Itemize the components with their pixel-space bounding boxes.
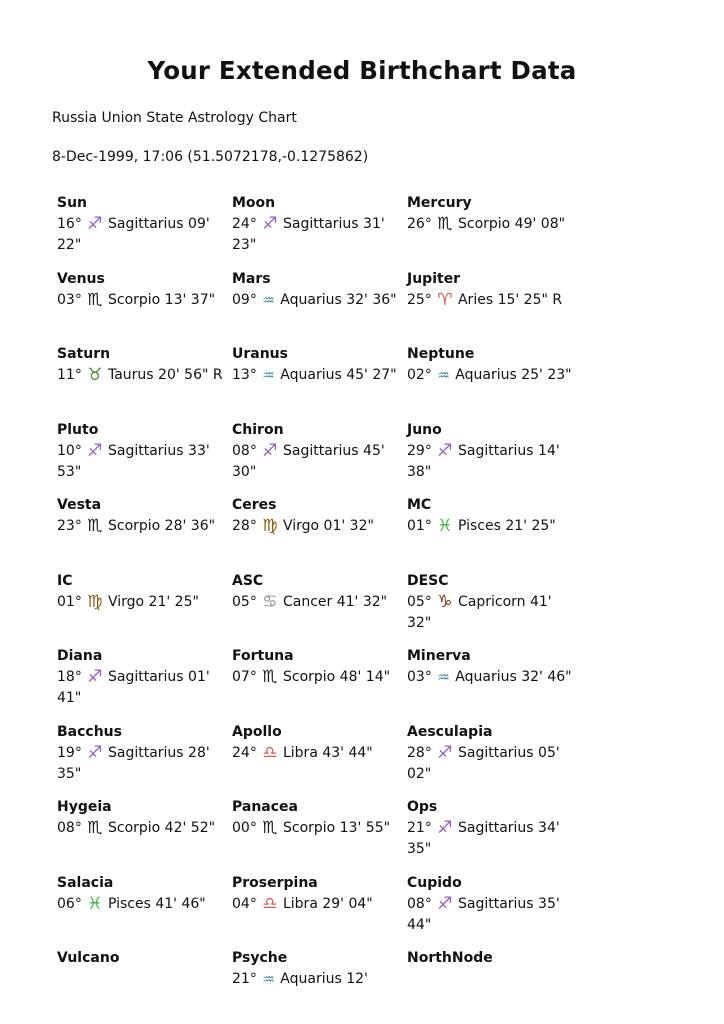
planet-entry: [57, 495, 232, 571]
capricorn-icon: ♑: [437, 591, 453, 612]
libra-icon: ♎: [262, 742, 278, 763]
planet-degree: 26°: [407, 216, 432, 232]
planet-grid: [57, 193, 697, 1024]
planet-entry: [57, 646, 232, 722]
planet-sign-detail: Scorpio 28' 36": [107, 518, 216, 534]
planet-degree: 21°: [407, 820, 432, 836]
planet-degree: 08°: [232, 442, 257, 459]
planet-entry: [407, 722, 582, 798]
planet-position: [57, 214, 226, 256]
planet-position: [232, 516, 401, 537]
planet-name: ASC: [232, 572, 264, 589]
planet-sign-detail: Cancer 41' 32": [282, 593, 388, 610]
planet-degree: 03°: [407, 669, 432, 685]
planet-degree: 18°: [57, 669, 82, 685]
planet-entry: [232, 797, 407, 873]
planet-position: [232, 441, 401, 483]
planet-name: Panacea: [232, 799, 298, 815]
planet-name: Vulcano: [57, 950, 120, 966]
chart-subtitle: Russia Union State Astrology Chart: [52, 110, 297, 126]
planet-name: IC: [57, 572, 73, 589]
planet-sign-detail: Aquarius 25' 23": [455, 367, 572, 383]
planet-sign-detail: Scorpio 42' 52": [107, 820, 216, 836]
planet-degree: 04°: [232, 895, 257, 912]
scorpio-icon: ♏: [87, 516, 103, 536]
planet-degree: 05°: [232, 593, 257, 610]
planet-position: [57, 516, 226, 537]
pisces-icon: ♓: [87, 893, 103, 914]
planet-entry: [407, 646, 582, 722]
planet-position: [57, 667, 226, 709]
scorpio-icon: ♏: [262, 818, 278, 838]
planet-name: Juno: [407, 421, 442, 438]
planet-position: [407, 516, 576, 537]
planet-degree: 03°: [57, 291, 82, 308]
aquarius-icon: ♒: [262, 368, 275, 384]
planet-name: Diana: [57, 648, 103, 664]
planet-entry: [57, 269, 232, 345]
planet-entry: [232, 722, 407, 798]
planet-sign-detail: Scorpio 48' 14": [282, 669, 391, 685]
planet-sign-detail: Aquarius 32' 36": [280, 291, 397, 308]
planet-name: Neptune: [407, 346, 475, 362]
planet-entry: [407, 269, 582, 345]
planet-position: [407, 894, 576, 936]
planet-position: [407, 365, 576, 386]
planet-name: Venus: [57, 270, 105, 287]
planet-sign-detail: Virgo 21' 25": [107, 593, 199, 610]
planet-sign-detail: Libra 29' 04": [282, 895, 373, 912]
planet-name: Moon: [232, 195, 276, 211]
planet-entry: [407, 571, 582, 647]
planet-name: Chiron: [232, 421, 284, 438]
sagittarius-icon: ♐: [87, 667, 103, 687]
planet-position: [407, 818, 576, 860]
planet-sign-detail: Scorpio 13' 55": [282, 820, 391, 836]
planet-entry: [57, 873, 232, 949]
planet-degree: 00°: [232, 820, 257, 836]
planet-sign-detail: Pisces 21' 25": [457, 518, 556, 534]
planet-entry: [407, 797, 582, 873]
planet-position: [232, 743, 401, 764]
planet-sign-detail: Sagittarius 09' 22": [57, 216, 210, 253]
planet-sign-detail: Sagittarius 05' 02": [407, 744, 560, 782]
planet-position: [57, 894, 226, 915]
planet-entry: [407, 193, 582, 269]
sagittarius-icon: ♐: [87, 214, 103, 234]
planet-position: [232, 592, 401, 613]
sagittarius-icon: ♐: [437, 818, 453, 838]
planet-name: Pluto: [57, 421, 99, 438]
scorpio-icon: ♏: [87, 289, 103, 310]
planet-degree: 24°: [232, 744, 257, 761]
planet-position: [232, 290, 401, 311]
sagittarius-icon: ♐: [262, 214, 278, 234]
planet-name: Minerva: [407, 648, 471, 664]
planet-degree: 28°: [232, 518, 257, 534]
planet-name: Apollo: [232, 723, 282, 740]
aries-icon: ♈: [437, 289, 453, 310]
sagittarius-icon: ♐: [262, 440, 278, 461]
planet-position: [57, 818, 226, 839]
planet-name: Fortuna: [232, 648, 294, 664]
planet-degree: 29°: [407, 442, 432, 459]
planet-name: Ceres: [232, 497, 277, 513]
planet-sign-detail: Sagittarius 35' 44": [407, 895, 560, 933]
planet-name: Psyche: [232, 950, 288, 966]
planet-degree: 07°: [232, 669, 257, 685]
planet-position: [232, 214, 401, 256]
planet-degree: 13°: [232, 367, 257, 383]
planet-position: [407, 290, 576, 311]
planet-sign-detail: Scorpio 13' 37": [107, 291, 216, 308]
planet-degree: 16°: [57, 216, 82, 232]
planet-entry: [232, 269, 407, 345]
planet-sign-detail: Aries 15' 25" R: [457, 291, 563, 308]
birth-datetime: 8-Dec-1999, 17:06 (51.5072178,-0.1275862): [52, 149, 369, 165]
planet-sign-detail: Libra 43' 44": [282, 744, 373, 761]
planet-name: Aesculapia: [407, 723, 493, 740]
sagittarius-icon: ♐: [437, 440, 453, 461]
planet-entry: [232, 948, 407, 1024]
planet-position: [232, 667, 401, 688]
planet-name: Bacchus: [57, 723, 122, 740]
planet-degree: 01°: [57, 593, 82, 610]
planet-degree: 21°: [232, 971, 257, 987]
planet-entry: [57, 193, 232, 269]
planet-entry: [407, 873, 582, 949]
planet-position: [232, 818, 401, 839]
planet-name: Hygeia: [57, 799, 112, 815]
planet-position: [232, 894, 401, 915]
planet-position: [407, 667, 576, 688]
cancer-icon: ♋: [262, 591, 278, 612]
planet-degree: 24°: [232, 216, 257, 232]
planet-sign-detail: Sagittarius 01' 41": [57, 669, 210, 706]
planet-name: Saturn: [57, 346, 111, 362]
planet-position: [407, 214, 576, 235]
planet-sign-detail: Capricorn 41' 32": [407, 593, 552, 631]
planet-degree: 05°: [407, 593, 432, 610]
planet-degree: 23°: [57, 518, 82, 534]
planet-degree: 01°: [407, 518, 432, 534]
pisces-icon: ♓: [437, 516, 453, 536]
planet-entry: [232, 495, 407, 571]
planet-sign-detail: Virgo 01' 32": [282, 518, 374, 534]
planet-entry: [407, 420, 582, 496]
planet-position: [407, 592, 576, 634]
planet-entry: [57, 722, 232, 798]
planet-position: [57, 743, 226, 785]
page-title: Your Extended Birthchart Data: [147, 56, 577, 85]
planet-degree: 10°: [57, 442, 82, 459]
planet-name: MC: [407, 497, 432, 513]
virgo-icon: ♍: [262, 516, 278, 536]
planet-entry: [407, 948, 582, 1024]
planet-sign-detail: Aquarius 45' 27": [280, 367, 397, 383]
planet-sign-detail: Sagittarius 28' 35": [57, 744, 210, 782]
planet-degree: 08°: [57, 820, 82, 836]
sagittarius-icon: ♐: [437, 893, 453, 914]
planet-position: [57, 365, 226, 386]
planet-name: Mercury: [407, 195, 472, 211]
planet-entry: [407, 495, 582, 571]
planet-sign-detail: Sagittarius 14' 38": [407, 442, 560, 480]
planet-degree: 06°: [57, 895, 82, 912]
libra-icon: ♎: [262, 893, 278, 914]
planet-entry: [57, 797, 232, 873]
planet-sign-detail: Sagittarius 33' 53": [57, 442, 210, 480]
scorpio-icon: ♏: [437, 214, 453, 234]
planet-name: Cupido: [407, 874, 462, 891]
planet-position: [407, 743, 576, 785]
planet-name: Salacia: [57, 874, 114, 891]
planet-degree: 25°: [407, 291, 432, 308]
aquarius-icon: ♒: [437, 670, 450, 686]
planet-sign-detail: Aquarius 32' 46": [455, 669, 572, 685]
planet-entry: [57, 420, 232, 496]
planet-position: [57, 290, 226, 311]
aquarius-icon: ♒: [262, 972, 275, 988]
planet-position: [57, 592, 226, 613]
planet-sign-detail: Taurus 20' 56" R: [107, 367, 223, 383]
aquarius-icon: ♒: [437, 368, 450, 384]
planet-sign-detail: Scorpio 49' 08": [457, 216, 566, 232]
planet-entry: [57, 344, 232, 420]
planet-sign-detail: Sagittarius 31' 23": [232, 216, 385, 253]
planet-degree: 11°: [57, 367, 82, 383]
planet-position: [407, 441, 576, 483]
planet-name: Mars: [232, 270, 271, 287]
planet-position: [232, 969, 401, 990]
planet-name: NorthNode: [407, 950, 493, 966]
planet-position: [57, 441, 226, 483]
planet-degree: 28°: [407, 744, 432, 761]
planet-name: Jupiter: [407, 270, 461, 287]
planet-entry: [57, 948, 232, 1024]
planet-position: [232, 365, 401, 386]
planet-entry: [57, 571, 232, 647]
planet-name: Vesta: [57, 497, 102, 513]
planet-name: Ops: [407, 799, 438, 815]
planet-entry: [232, 193, 407, 269]
planet-sign-detail: Sagittarius 45' 30": [232, 442, 385, 480]
planet-entry: [232, 873, 407, 949]
planet-sign-detail: Pisces 41' 46": [107, 895, 206, 912]
scorpio-icon: ♏: [262, 667, 278, 687]
scorpio-icon: ♏: [87, 818, 103, 838]
planet-degree: 09°: [232, 291, 257, 308]
sagittarius-icon: ♐: [87, 440, 103, 461]
virgo-icon: ♍: [87, 591, 103, 612]
aquarius-icon: ♒: [262, 292, 275, 309]
planet-entry: [232, 571, 407, 647]
taurus-icon: ♉: [87, 365, 103, 385]
planet-sign-detail: Aquarius 12': [280, 971, 368, 987]
planet-degree: 02°: [407, 367, 432, 383]
sagittarius-icon: ♐: [87, 742, 103, 763]
planet-sign-detail: Sagittarius 34' 35": [407, 820, 560, 857]
planet-entry: [232, 646, 407, 722]
planet-name: DESC: [407, 572, 449, 589]
planet-name: Sun: [57, 195, 88, 211]
planet-entry: [232, 420, 407, 496]
planet-entry: [407, 344, 582, 420]
planet-name: Uranus: [232, 346, 288, 362]
planet-degree: 08°: [407, 895, 432, 912]
planet-degree: 19°: [57, 744, 82, 761]
sagittarius-icon: ♐: [437, 742, 453, 763]
planet-name: Proserpina: [232, 874, 318, 891]
planet-entry: [232, 344, 407, 420]
